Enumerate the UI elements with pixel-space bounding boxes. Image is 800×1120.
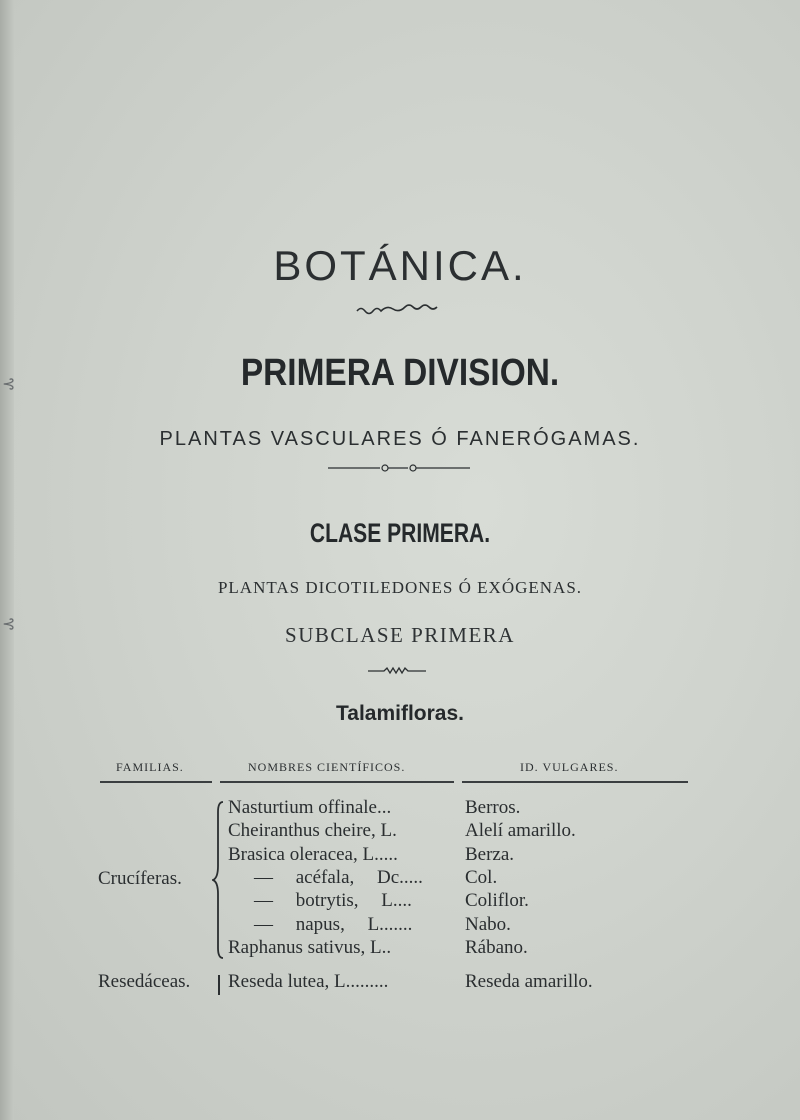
common-name: Reseda amarillo. <box>465 971 593 992</box>
subclass-heading: SUBCLASE PRIMERA <box>285 623 515 647</box>
header-rule <box>100 781 212 783</box>
scientific-name: Reseda lutea, L......... <box>228 971 389 992</box>
group-heading: Talamifloras. <box>336 702 464 725</box>
scientific-name: Raphanus sativus, L.. <box>228 937 392 958</box>
scientific-name: Cheiranthus cheire, L. <box>228 820 397 841</box>
wave-ornament-icon <box>355 302 445 318</box>
common-name: Berros. <box>465 797 521 818</box>
common-name: Alelí amarillo. <box>465 820 576 841</box>
division-subtitle: PLANTAS VASCULARES Ó FANERÓGAMAS. <box>159 428 641 450</box>
single-row-bar <box>218 975 220 995</box>
common-name: Coliflor. <box>465 890 529 911</box>
zigzag-ornament-icon <box>368 664 426 676</box>
scientific-name: — acéfala, Dc..... <box>254 867 423 888</box>
rule-ornament-icon <box>328 462 470 474</box>
header-rule <box>462 781 688 783</box>
column-header-families: FAMILIAS. <box>116 760 184 774</box>
class-subtitle: PLANTAS DICOTILEDONES Ó EXÓGENAS. <box>217 578 583 597</box>
scientific-name: — napus, L....... <box>254 914 413 935</box>
family-name: Resedáceas. <box>98 971 191 992</box>
binding-thread-mark: ⊰ <box>2 374 16 393</box>
division-heading: PRIMERA DIVISION. <box>240 352 560 394</box>
scientific-name: Nasturtium offinale... <box>228 797 392 818</box>
family-name: Crucíferas. <box>98 868 182 889</box>
common-name: Rábano. <box>465 937 528 958</box>
class-heading: CLASE PRIMERA. <box>309 518 491 548</box>
common-name: Berza. <box>465 844 515 865</box>
common-name: Col. <box>465 867 498 888</box>
column-header-common: ID. VULGARES. <box>520 760 619 774</box>
scientific-name: — botrytis, L.... <box>254 890 412 911</box>
page-spine-edge <box>0 0 14 1120</box>
header-rule <box>220 781 454 783</box>
binding-thread-mark: ⊰ <box>2 614 16 633</box>
scientific-name: Brasica oleracea, L..... <box>228 844 398 865</box>
common-name: Nabo. <box>465 914 511 935</box>
column-header-scientific: NOMBRES CIENTÍFICOS. <box>248 760 406 774</box>
brace-icon <box>212 800 226 960</box>
page-title: BOTÁNICA. <box>273 242 527 289</box>
